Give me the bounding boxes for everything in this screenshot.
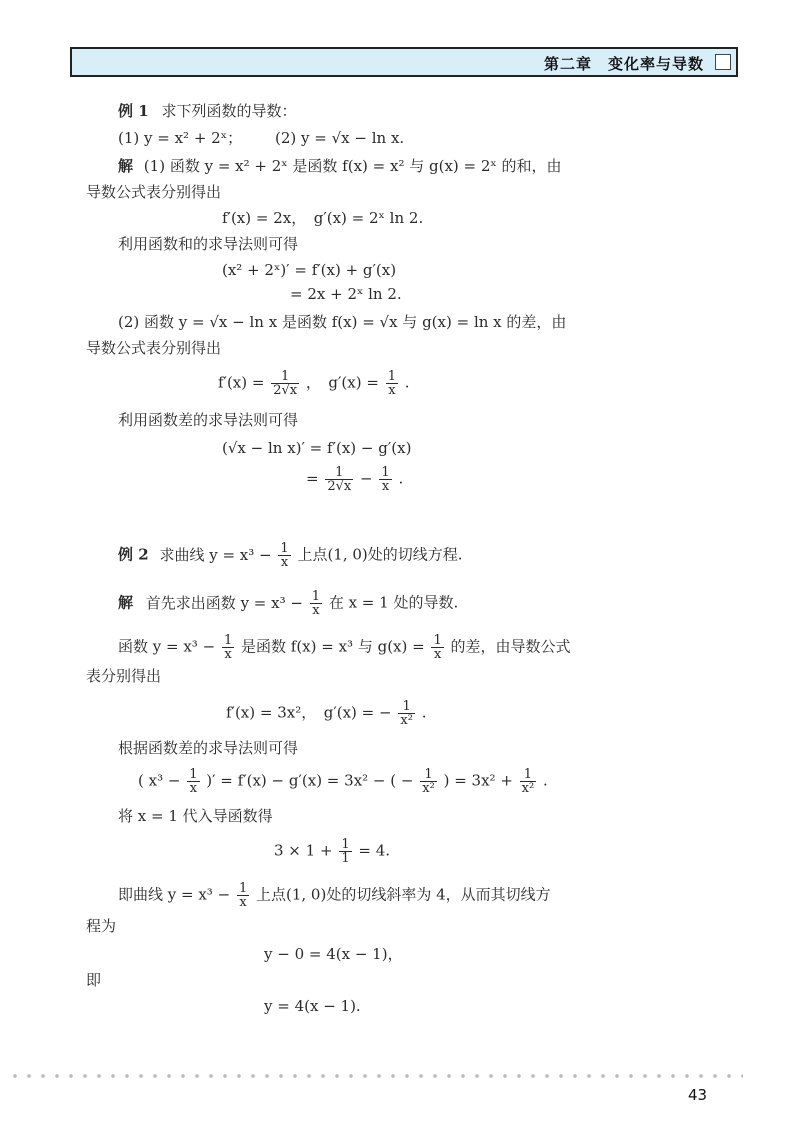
fraction [310,590,322,617]
example1-part2-rule: 利用函数差的求导法则可得 [118,411,299,429]
numerator: 1 [223,633,233,648]
numerator: 1 [341,837,350,852]
eq-text: = [306,469,319,488]
numerator: 1 [311,589,321,604]
denominator: x [312,603,320,618]
fraction [339,838,351,865]
eq-text: )′ = f′(x) − g′(x) = 3x² − ( − [206,771,414,790]
example2-eq1 [226,700,426,727]
example1-eq1: f′(x) = 2x， g′(x) = 2ˣ ln 2. [222,209,424,227]
numerator: 1 [238,881,248,896]
denominator: x [224,647,232,662]
eq-text: 上点(1, 0)处的切线斜率为 4，从而其切线方 [256,885,551,904]
example2-heading [118,542,463,569]
example1-eq2: (x² + 2ˣ)′ = f′(x) + g′(x) [222,261,397,279]
page-number: 43 [688,1086,708,1104]
numerator: 1 [271,370,299,384]
fraction [278,542,290,569]
example2-solution-line1 [118,590,458,617]
chapter-title: 第二章 变化率与导数 [543,55,704,73]
eq-text: 即曲线 y = x³ − [118,885,231,904]
numerator: 1 [420,768,437,782]
example2-conclusion-line1 [118,882,551,909]
example2-rule: 根据函数差的求导法则可得 [118,739,299,757]
example1-rule: 利用函数和的求导法则可得 [118,235,299,253]
numerator: 1 [381,465,390,480]
denominator: x [381,479,390,494]
example1-part1: (1) y = x² + 2ˣ； [118,129,243,147]
denominator: x [189,781,198,796]
eq-text: 函数 y = x³ − [118,637,216,656]
eq-text: . [404,373,410,392]
example1-title: 例 1 [118,102,149,120]
fraction [187,768,199,795]
numerator: 1 [520,768,537,782]
example1-part2-solution-line2: 导数公式表分别得出 [86,339,222,357]
fraction [379,466,391,493]
denominator: x² [400,713,413,728]
fraction [431,634,443,661]
solution-text: (1) 函数 y = x² + 2ˣ 是函数 f(x) = x² 与 g(x) = 2ˣ 的和，由 [143,157,562,175]
numerator: 1 [325,466,353,480]
example1-heading [118,101,296,121]
example2-title: 例 2 [118,545,149,564]
numerator: 1 [398,700,415,714]
eq-text: ( x³ − [138,771,181,790]
eq-text: 的差，由导数公式 [450,637,571,656]
denominator: x² [422,781,435,796]
denominator: 1 [341,851,350,866]
denominator: 2√x [327,479,352,494]
example2-conclusion-line2: 程为 [86,917,117,935]
example2-solution-line2 [118,634,571,661]
eq-text: 是函数 f(x) = x³ 与 g(x) = [241,637,425,656]
example1-part2-eq2: (√x − ln x)′ = f′(x) − g′(x) [222,439,412,457]
fraction [271,370,299,397]
fraction [520,768,537,795]
chapter-header-bar [70,47,738,77]
example2-eq2 [138,768,548,795]
example1-part2-eq1 [218,370,410,397]
fraction [420,768,437,795]
eq-text: = 4. [358,841,391,860]
eq-text: 在 x = 1 处的导数. [328,593,459,612]
example2-eq5: y = 4(x − 1). [264,997,361,1015]
example1-part2-eq3 [306,466,403,493]
example1-part2: (2) y = √x − ln x. [275,129,405,147]
fraction [237,882,249,909]
fraction [386,370,398,397]
numerator: 1 [433,633,442,648]
denominator: x [280,555,289,570]
example1-prompt: 求下列函数的导数： [161,102,297,120]
header-square-icon [715,54,731,70]
eq-text: . [398,469,404,488]
fraction [222,634,234,661]
numerator: 1 [280,541,289,556]
footer-dotted-rule [8,1074,743,1078]
eq-text: . [543,771,548,790]
denominator: x² [521,781,535,796]
eq-text: 3 × 1 + [274,841,333,860]
example2-substitute: 将 x = 1 代入导函数得 [118,807,273,825]
example1-solution-line1 [118,156,562,176]
solution-label: 解 [118,157,134,175]
denominator: x [388,383,396,398]
example1-eq3: = 2x + 2ˣ ln 2. [290,285,402,303]
eq-text: f′(x) = [218,373,265,392]
eq-text: 上点(1, 0)处的切线方程. [297,545,463,564]
denominator: x [239,895,247,910]
eq-text: ， g′(x) = [305,373,379,392]
fraction [398,700,415,727]
example1-part2-solution-line1: (2) 函数 y = √x − ln x 是函数 f(x) = √x 与 g(x) = ln x 的差，由 [118,313,567,331]
denominator: 2√x [273,383,298,398]
denominator: x [433,647,442,662]
example2-solution-line3: 表分别得出 [86,667,162,685]
example2-eq4: y − 0 = 4(x − 1)， [264,945,403,963]
eq-text: ) = 3x² + [443,771,513,790]
eq-text: f′(x) = 3x²， g′(x) = − [226,703,392,722]
solution-label: 解 [118,593,134,612]
example1-solution-line2: 导数公式表分别得出 [86,183,222,201]
example2-ji: 即 [86,971,102,989]
example2-eq3 [274,838,390,865]
eq-text: . [421,703,427,722]
numerator: 1 [189,767,198,782]
eq-text: − [360,469,373,488]
fraction [325,466,353,493]
eq-text: 首先求出函数 y = x³ − [145,593,303,612]
eq-text: 求曲线 y = x³ − [159,545,272,564]
numerator: 1 [387,369,396,384]
